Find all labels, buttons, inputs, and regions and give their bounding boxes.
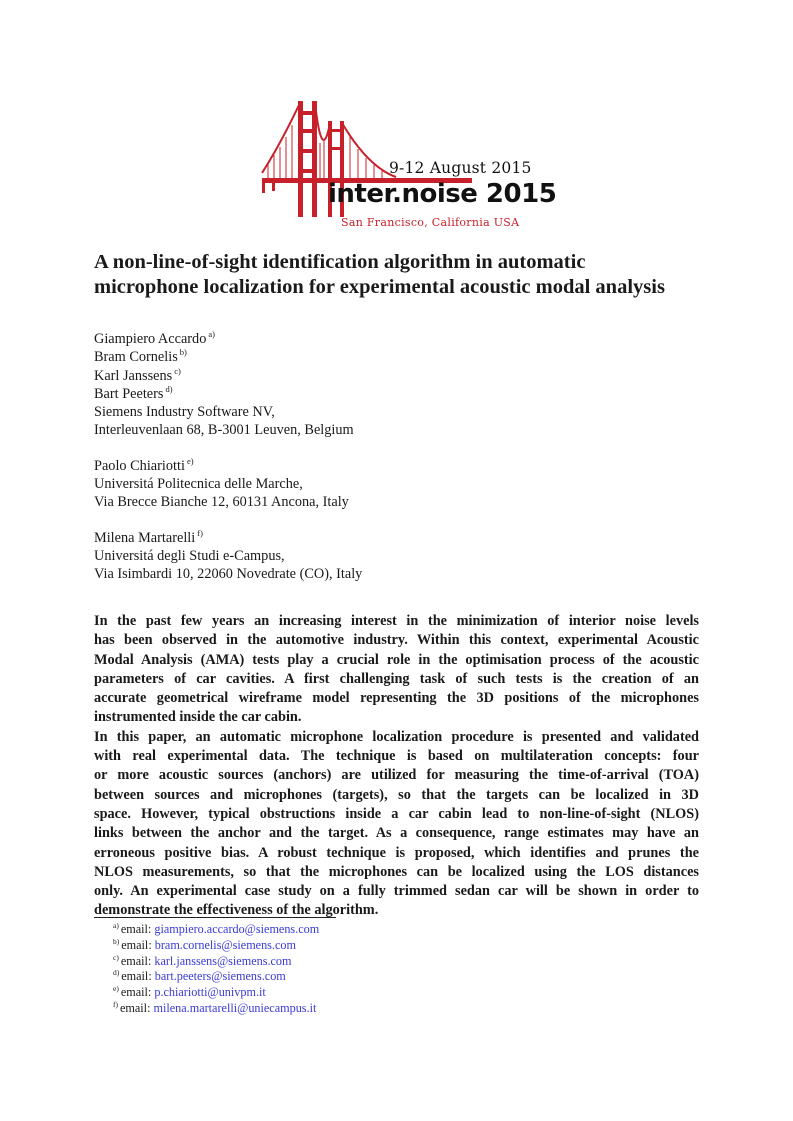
- email-link[interactable]: bram.cornelis@siemens.com: [154, 937, 296, 952]
- footnote-label: email:: [120, 922, 152, 936]
- footnote-mark: a): [208, 329, 215, 339]
- author-block: [94, 330, 694, 584]
- conference-logo: [258, 95, 557, 235]
- footnote-mark: c): [174, 365, 181, 376]
- footnote-item: [113, 969, 319, 985]
- affiliation-line: Via Brecce Bianche 12, 60131 Ancona, Italy: [94, 494, 349, 511]
- abstract-line: demonstrate the effectiveness of the algorithm.: [94, 902, 379, 919]
- author-name: Paolo Chiariotti: [94, 457, 185, 474]
- footnote-item: [113, 938, 319, 954]
- email-link[interactable]: karl.janssens@siemens.com: [154, 953, 292, 968]
- email-link[interactable]: p.chiariotti@univpm.it: [154, 985, 266, 1000]
- title-line: A non-line-of-sight identification algorithm in automatic: [94, 251, 586, 273]
- conference-date: 9-12 August 2015: [389, 159, 532, 177]
- footnote-mark: c): [113, 952, 119, 962]
- email-link[interactable]: bart.peeters@siemens.com: [154, 969, 286, 984]
- footnote-mark: f): [113, 999, 118, 1009]
- abstract-line: accurate geometrical wireframe model representing the 3D positions of the microphones: [94, 690, 699, 707]
- abstract-line: has been observed in the automotive industry. Within this context, experimental Acoustic: [94, 632, 699, 649]
- affiliation-line: Siemens Industry Software NV,: [94, 404, 275, 421]
- footnote-label: email:: [120, 953, 152, 968]
- abstract-line: parameters of car cavities. A first challenging task of such tests is the creation of an: [94, 670, 699, 687]
- title-line: microphone localization for experimental acoustic modal analysis: [94, 276, 665, 298]
- footnotes: [113, 922, 319, 1017]
- email-link[interactable]: giampiero.accardo@siemens.com: [154, 922, 320, 936]
- affiliation-line: Universitá Politecnica delle Marche,: [94, 476, 303, 493]
- abstract-line: only. An experimental case study on a fully trimmed sedan car will be shown in order to: [94, 883, 699, 900]
- abstract-line: space. However, typical obstructions inside a car cabin lead to non-line-of-sight (NLOS): [94, 805, 699, 822]
- abstract-line: In the past few years an increasing interest in the minimization of interior noise levels: [94, 613, 699, 629]
- footnote-divider: [94, 917, 336, 918]
- footnote-mark: d): [113, 968, 120, 978]
- abstract-line: erroneous positive bias. A robust technique is proposed, which identifies and prunes the: [94, 844, 699, 861]
- footnote-mark: b): [113, 936, 120, 946]
- abstract-line: between sources and microphones (targets), so that the targets can be localized in 3D: [94, 786, 699, 803]
- author-line: [94, 348, 694, 366]
- abstract-line: Modal Analysis (AMA) tests play a crucial role in the optimisation process of the acoustic: [94, 651, 699, 668]
- author-line: [94, 457, 694, 475]
- footnote-mark: f): [197, 527, 203, 538]
- abstract-line: instrumented inside the car cabin.: [94, 709, 302, 726]
- affiliation-line: Universitá degli Studi e-Campus,: [94, 547, 285, 564]
- abstract-line: with real experimental data. The technique is based on multilateration concepts: four: [94, 748, 699, 765]
- author-line: [94, 367, 694, 385]
- footnote-item: [113, 954, 319, 970]
- conference-location: San Francisco, California USA: [341, 216, 520, 229]
- footnote-item: [113, 922, 319, 938]
- footnote-item: [113, 1001, 319, 1017]
- author-name: Bram Cornelis: [94, 349, 178, 366]
- footnote-mark: b): [179, 347, 187, 358]
- author-name: Bart Peeters: [94, 385, 164, 402]
- affiliation-line: Interleuvenlaan 68, B-3001 Leuven, Belgium: [94, 422, 354, 439]
- paper-title: [94, 250, 734, 300]
- email-link[interactable]: milena.martarelli@uniecampus.it: [153, 1000, 317, 1015]
- author-line: [94, 330, 694, 348]
- author-name: Giampiero Accardo: [94, 331, 207, 347]
- abstract: [94, 612, 699, 921]
- footnote-label: email:: [121, 937, 152, 952]
- abstract-line: In this paper, an automatic microphone localization procedure is presented and validated: [94, 728, 699, 745]
- conference-name: inter.noise 2015: [328, 179, 557, 209]
- author-line: [94, 529, 694, 547]
- author-line: [94, 385, 694, 403]
- abstract-line: NLOS measurements, so that the microphones can be localized using the LOS distances: [94, 863, 699, 880]
- author-name: Karl Janssens: [94, 367, 173, 384]
- footnote-mark: d): [165, 383, 173, 394]
- footnote-label: email:: [121, 969, 152, 984]
- affiliation-line: Via Isimbardi 10, 22060 Novedrate (CO), Italy: [94, 566, 363, 583]
- footnote-mark: e): [186, 455, 194, 466]
- abstract-line: or more acoustic sources (anchors) are utilized for measuring the time-of-arrival (TOA): [94, 767, 699, 784]
- author-name: Milena Martarelli: [94, 529, 196, 546]
- footnote-mark: a): [113, 921, 119, 930]
- footnote-label: email:: [120, 1000, 151, 1015]
- abstract-line: links between the anchor and the target. As a consequence, range estimates may have an: [94, 825, 699, 842]
- footnote-label: email:: [120, 985, 152, 1000]
- footnote-mark: e): [113, 984, 119, 994]
- footnote-item: [113, 985, 319, 1001]
